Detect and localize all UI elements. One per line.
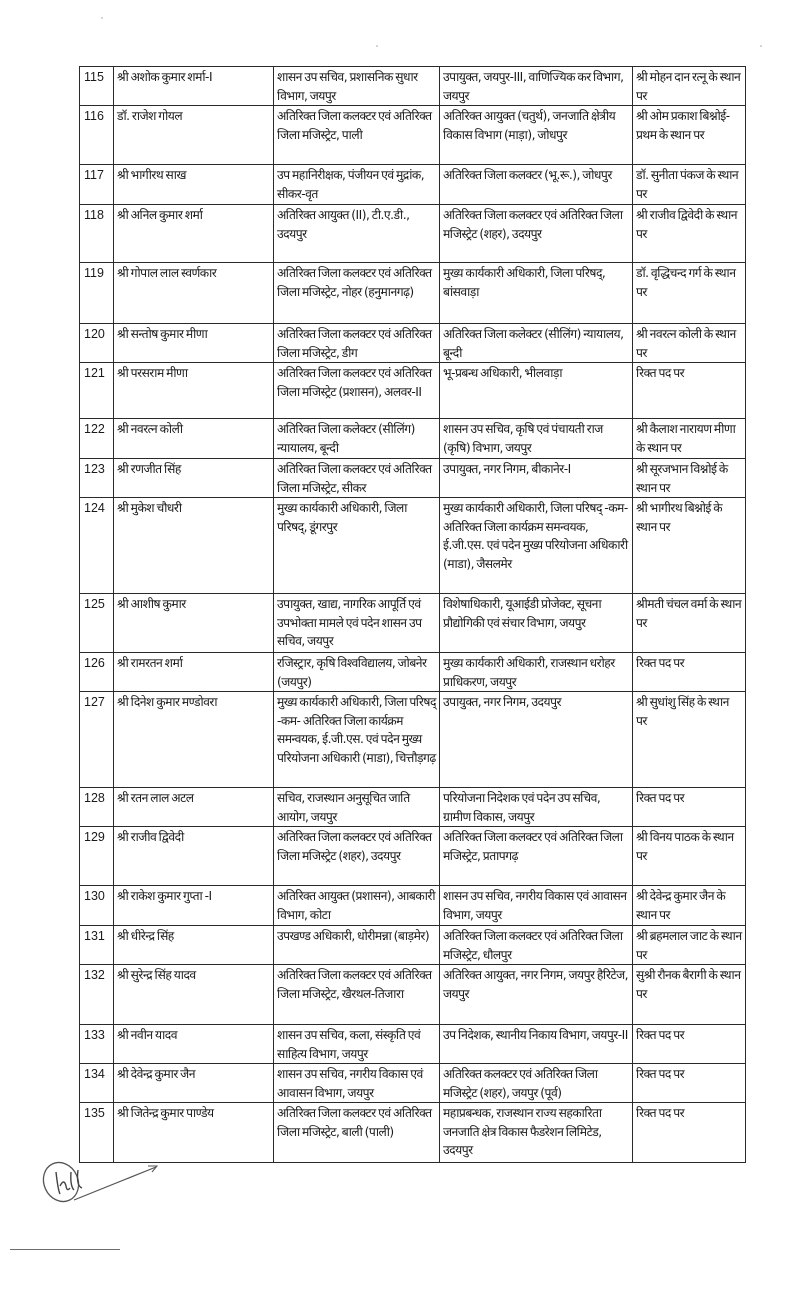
table-row: [80, 1103, 746, 1163]
remark: सुश्री रौनक बैरागी के स्थान पर: [633, 965, 746, 1025]
serial-number: 135: [80, 1103, 114, 1163]
current-posting: उप महानिरीक्षक, पंजीयन एवं मुद्रांक, सीकर-वृत: [274, 165, 440, 205]
remark: श्री सूरजभान विश्नोई के स्थान पर: [633, 459, 746, 498]
current-posting: अतिरिक्त जिला कलक्टर एवं अतिरिक्त जिला मजिस्ट्रेट, खैरथल-तिजारा: [274, 965, 440, 1025]
new-posting: अतिरिक्त जिला कलक्टर एवं अतिरिक्त जिला मजिस्ट्रेट, धौलपुर: [440, 926, 633, 965]
officer-name: डॉ. राजेश गोयल: [114, 106, 274, 165]
remark: रिक्त पद पर: [633, 1103, 746, 1163]
new-posting: विशेषाधिकारी, यूआईडी प्रोजेक्ट, सूचना प्रौद्योगिकी एवं संचार विभाग, जयपुर: [440, 594, 633, 653]
table-row: [80, 205, 746, 263]
scan-speck: [760, 45, 762, 47]
officer-name: श्री भागीरथ साख: [114, 165, 274, 205]
serial-number: 115: [80, 67, 114, 106]
new-posting: मुख्य कार्यकारी अधिकारी, जिला परिषद्, बांसवाड़ा: [440, 263, 633, 324]
serial-number: 134: [80, 1064, 114, 1103]
officer-name: श्री जितेन्द्र कुमार पाण्डेय: [114, 1103, 274, 1163]
officer-name: श्री देवेन्द्र कुमार जैन: [114, 1064, 274, 1103]
table-row: [80, 788, 746, 827]
new-posting: शासन उप सचिव, नगरीय विकास एवं आवासन विभाग, जयपुर: [440, 886, 633, 926]
serial-number: 132: [80, 965, 114, 1025]
table-row: [80, 692, 746, 788]
current-posting: अतिरिक्त जिला कलक्टर एवं अतिरिक्त जिला मजिस्ट्रेट, डीग: [274, 324, 440, 363]
remark: रिक्त पद पर: [633, 1025, 746, 1064]
new-posting: अतिरिक्त जिला कलेक्टर (सीलिंग) न्यायालय, बून्दी: [440, 324, 633, 363]
officer-name: श्री नवीन यादव: [114, 1025, 274, 1064]
remark: श्री कैलाश नारायण मीणा के स्थान पर: [633, 419, 746, 459]
new-posting: भू-प्रबन्ध अधिकारी, भीलवाड़ा: [440, 363, 633, 419]
current-posting: अतिरिक्त आयुक्त (II), टी.ए.डी., उदयपुर: [274, 205, 440, 263]
officer-name: श्री राकेश कुमार गुप्ता -I: [114, 886, 274, 926]
table-row: [80, 926, 746, 965]
serial-number: 120: [80, 324, 114, 363]
current-posting: अतिरिक्त जिला कलक्टर एवं अतिरिक्त जिला मजिस्ट्रेट (शहर), उदयपुर: [274, 827, 440, 886]
officer-name: श्री रतन लाल अटल: [114, 788, 274, 827]
remark: रिक्त पद पर: [633, 1064, 746, 1103]
current-posting: अतिरिक्त जिला कलक्टर एवं अतिरिक्त जिला मजिस्ट्रेट, पाली: [274, 106, 440, 165]
new-posting: अतिरिक्त कलक्टर एवं अतिरिक्त जिला मजिस्ट्रेट (शहर), जयपुर (पूर्व): [440, 1064, 633, 1103]
remark: श्री राजीव द्विवेदी के स्थान पर: [633, 205, 746, 263]
remark: रिक्त पद पर: [633, 788, 746, 827]
new-posting: अतिरिक्त जिला कलक्टर एवं अतिरिक्त जिला मजिस्ट्रेट (शहर), उदयपुर: [440, 205, 633, 263]
serial-number: 123: [80, 459, 114, 498]
serial-number: 128: [80, 788, 114, 827]
serial-number: 130: [80, 886, 114, 926]
serial-number: 117: [80, 165, 114, 205]
serial-number: 118: [80, 205, 114, 263]
remark: श्री देवेन्द्र कुमार जैन के स्थान पर: [633, 886, 746, 926]
remark: श्री ओम प्रकाश बिश्नोई-प्रथम के स्थान पर: [633, 106, 746, 165]
remark: डॉ. सुनीता पंकज के स्थान पर: [633, 165, 746, 205]
serial-number: 119: [80, 263, 114, 324]
table-row: [80, 459, 746, 498]
table-row: [80, 1064, 746, 1103]
serial-number: 127: [80, 692, 114, 788]
new-posting: मुख्य कार्यकारी अधिकारी, जिला परिषद् -कम- अतिरिक्त जिला कार्यक्रम समन्वयक, ई.जी.एस. एवं पदेन मुख्य परियोजना अधिकारी (माडा), जैसलमेर: [440, 498, 633, 594]
current-posting: अतिरिक्त जिला कलक्टर एवं अतिरिक्त जिला मजिस्ट्रेट, सीकर: [274, 459, 440, 498]
scan-speck: [101, 17, 103, 19]
current-posting: शासन उप सचिव, कला, संस्कृति एवं साहित्य विभाग, जयपुर: [274, 1025, 440, 1064]
new-posting: उप निदेशक, स्थानीय निकाय विभाग, जयपुर-II: [440, 1025, 633, 1064]
officer-name: श्री दिनेश कुमार मण्डोवरा: [114, 692, 274, 788]
table-row: [80, 106, 746, 165]
signature-icon: [38, 1160, 178, 1210]
remark: डॉ. वृद्धिचन्द गर्ग के स्थान पर: [633, 263, 746, 324]
table-row: [80, 263, 746, 324]
table-row: [80, 498, 746, 594]
officer-name: श्री अनिल कुमार शर्मा: [114, 205, 274, 263]
serial-number: 122: [80, 419, 114, 459]
new-posting: उपायुक्त, जयपुर-III, वाणिज्यिक कर विभाग, जयपुर: [440, 67, 633, 106]
officer-name: श्री परसराम मीणा: [114, 363, 274, 419]
current-posting: मुख्य कार्यकारी अधिकारी, जिला परिषद् -कम- अतिरिक्त जिला कार्यक्रम समन्वयक, ई.जी.एस. एवं पदेन मुख्य परियोजना अधिकारी (माडा), चित्तौड़गढ़: [274, 692, 440, 788]
serial-number: 133: [80, 1025, 114, 1064]
officer-name: श्री राजीव द्विवेदी: [114, 827, 274, 886]
serial-number: 131: [80, 926, 114, 965]
table-row: [80, 594, 746, 653]
remark: श्री मोहन दान रत्नू के स्थान पर: [633, 67, 746, 106]
table-row: [80, 886, 746, 926]
current-posting: अतिरिक्त आयुक्त (प्रशासन), आबकारी विभाग, कोटा: [274, 886, 440, 926]
table-row: [80, 363, 746, 419]
table-row: [80, 965, 746, 1025]
serial-number: 126: [80, 653, 114, 692]
remark: रिक्त पद पर: [633, 363, 746, 419]
new-posting: उपायुक्त, नगर निगम, उदयपुर: [440, 692, 633, 788]
scan-speck: [376, 45, 378, 47]
table-row: [80, 653, 746, 692]
serial-number: 124: [80, 498, 114, 594]
table-row: [80, 1025, 746, 1064]
table-body: [80, 67, 746, 1163]
transfer-posting-table: [79, 66, 746, 1163]
remark: रिक्त पद पर: [633, 653, 746, 692]
current-posting: उपायुक्त, खाद्य, नागरिक आपूर्ति एवं उपभोक्ता मामले एवं पदेन शासन उप सचिव, जयपुर: [274, 594, 440, 653]
footer-divider: [10, 1249, 120, 1250]
officer-name: श्री मुकेश चौधरी: [114, 498, 274, 594]
table-row: [80, 165, 746, 205]
current-posting: शासन उप सचिव, प्रशासनिक सुधार विभाग, जयपुर: [274, 67, 440, 106]
current-posting: अतिरिक्त जिला कलेक्टर (सीलिंग) न्यायालय, बून्दी: [274, 419, 440, 459]
new-posting: अतिरिक्त जिला कलक्टर (भू.रू.), जोधपुर: [440, 165, 633, 205]
table-row: [80, 67, 746, 106]
officer-name: श्री धीरेन्द्र सिंह: [114, 926, 274, 965]
remark: श्रीमती चंचल वर्मा के स्थान पर: [633, 594, 746, 653]
current-posting: शासन उप सचिव, नगरीय विकास एवं आवासन विभाग, जयपुर: [274, 1064, 440, 1103]
current-posting: मुख्य कार्यकारी अधिकारी, जिला परिषद्, डूंगरपुर: [274, 498, 440, 594]
table-row: [80, 419, 746, 459]
officer-name: श्री नवरत्न कोली: [114, 419, 274, 459]
new-posting: परियोजना निदेशक एवं पदेन उप सचिव, ग्रामीण विकास, जयपुर: [440, 788, 633, 827]
officer-name: श्री अशोक कुमार शर्मा-I: [114, 67, 274, 106]
new-posting: शासन उप सचिव, कृषि एवं पंचायती राज (कृषि) विभाग, जयपुर: [440, 419, 633, 459]
serial-number: 121: [80, 363, 114, 419]
serial-number: 125: [80, 594, 114, 653]
officer-name: श्री रामरतन शर्मा: [114, 653, 274, 692]
remark: श्री नवरत्न कोली के स्थान पर: [633, 324, 746, 363]
officer-name: श्री सुरेन्द्र सिंह यादव: [114, 965, 274, 1025]
serial-number: 116: [80, 106, 114, 165]
new-posting: अतिरिक्त आयुक्त (चतुर्थ), जनजाति क्षेत्रीय विकास विभाग (माड़ा), जोधपुर: [440, 106, 633, 165]
officer-name: श्री आशीष कुमार: [114, 594, 274, 653]
serial-number: 129: [80, 827, 114, 886]
new-posting: अतिरिक्त आयुक्त, नगर निगम, जयपुर हैरिटेज, जयपुर: [440, 965, 633, 1025]
table-row: [80, 324, 746, 363]
current-posting: अतिरिक्त जिला कलक्टर एवं अतिरिक्त जिला मजिस्ट्रेट (प्रशासन), अलवर-II: [274, 363, 440, 419]
current-posting: अतिरिक्त जिला कलक्टर एवं अतिरिक्त जिला मजिस्ट्रेट, नोहर (हनुमानगढ़): [274, 263, 440, 324]
officer-name: श्री गोपाल लाल स्वर्णकार: [114, 263, 274, 324]
new-posting: मुख्य कार्यकारी अधिकारी, राजस्थान धरोहर प्राधिकरण, जयपुर: [440, 653, 633, 692]
remark: श्री सुधांशु सिंह के स्थान पर: [633, 692, 746, 788]
current-posting: अतिरिक्त जिला कलक्टर एवं अतिरिक्त जिला मजिस्ट्रेट, बाली (पाली): [274, 1103, 440, 1163]
remark: श्री भागीरथ बिश्नोई के स्थान पर: [633, 498, 746, 594]
officer-name: श्री सन्तोष कुमार मीणा: [114, 324, 274, 363]
table-row: [80, 827, 746, 886]
remark: श्री विनय पाठक के स्थान पर: [633, 827, 746, 886]
new-posting: उपायुक्त, नगर निगम, बीकानेर-I: [440, 459, 633, 498]
officer-name: श्री रणजीत सिंह: [114, 459, 274, 498]
new-posting: अतिरिक्त जिला कलक्टर एवं अतिरिक्त जिला मजिस्ट्रेट, प्रतापगढ़: [440, 827, 633, 886]
new-posting: महाप्रबन्धक, राजस्थान राज्य सहकारिता जनजाति क्षेत्र विकास फैडरेशन लिमिटेड, उदयपुर: [440, 1103, 633, 1163]
current-posting: सचिव, राजस्थान अनुसूचित जाति आयोग, जयपुर: [274, 788, 440, 827]
current-posting: उपखण्ड अधिकारी, धोरीमन्ना (बाड़मेर): [274, 926, 440, 965]
remark: श्री ब्रहमलाल जाट के स्थान पर: [633, 926, 746, 965]
current-posting: रजिस्ट्रार, कृषि विश्वविद्यालय, जोबनेर (जयपुर): [274, 653, 440, 692]
